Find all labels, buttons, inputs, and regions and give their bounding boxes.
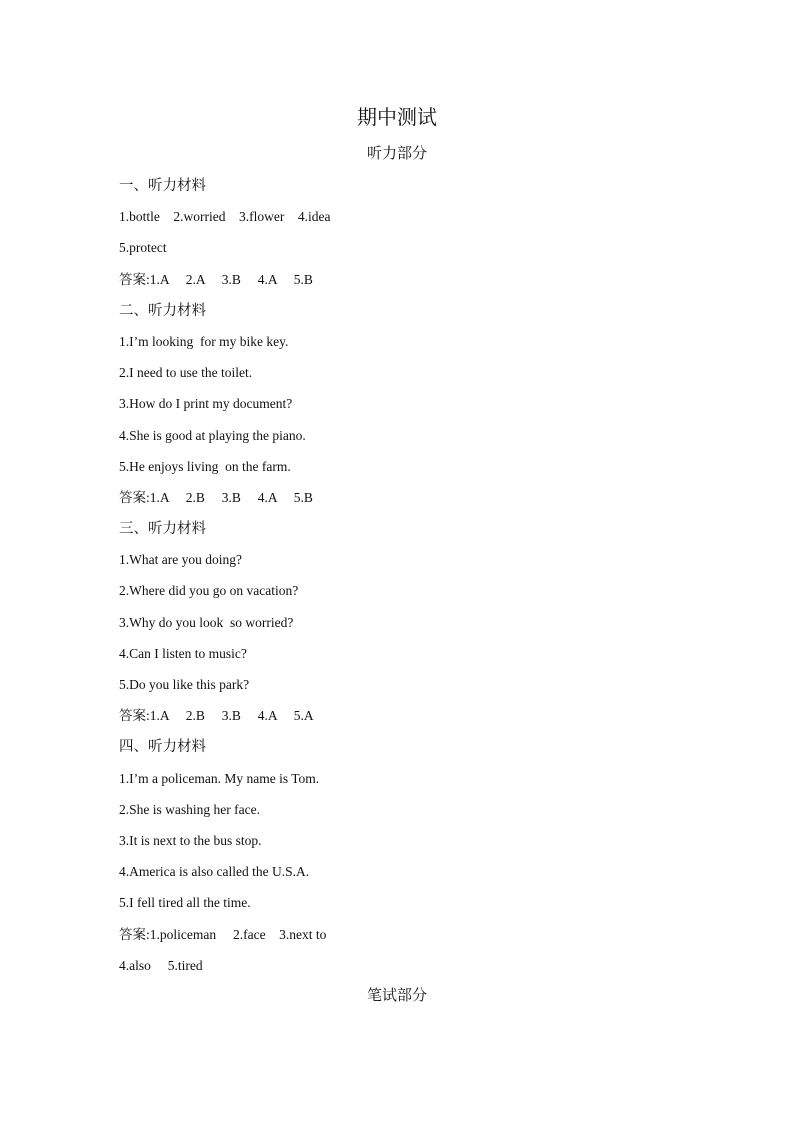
section-heading-3: 三、听力材料	[119, 521, 206, 538]
section-2-line: 5.He enjoys living on the farm.	[119, 458, 291, 474]
section-4-line: 2.She is washing her face.	[119, 801, 260, 817]
answer-line-4: 答案:1.policeman 2.face 3.next to	[119, 926, 327, 942]
section-4-line: 3.It is next to the bus stop.	[119, 832, 262, 848]
section-heading-1: 一、听力材料	[119, 178, 206, 194]
section-4-line: 1.I’m a policeman. My name is Tom.	[119, 770, 320, 786]
section-2-line: 2.I need to use the toilet.	[119, 365, 253, 381]
section-3-line: 2.Where did you go on vacation?	[119, 583, 299, 599]
section-4-line: 4.America is also called the U.S.A.	[119, 864, 310, 880]
section-3-line: 5.Do you like this park?	[119, 677, 250, 692]
section-heading-2: 二、听力材料	[119, 302, 206, 319]
section-1-line: 5.protect	[119, 240, 167, 256]
listening-part-heading: 听力部分	[366, 146, 427, 162]
section-2-line: 1.I’m looking for my bike key.	[119, 333, 289, 349]
section-2-line: 3.How do I print my document?	[119, 396, 293, 412]
answer-line-1: 答案:1.A 2.A 3.B 4.A 5.B	[119, 271, 313, 287]
answer-line-4-continued: 4.also 5.tired	[119, 957, 203, 973]
section-2-line: 4.She is good at playing the piano.	[119, 427, 306, 443]
section-heading-4: 四、听力材料	[119, 739, 206, 756]
written-part-heading: 笔试部分	[366, 988, 427, 1004]
content-lines	[119, 176, 679, 987]
answer-line-3: 答案:1.A 2.B 3.B 4.A 5.A	[119, 708, 314, 724]
section-3-line: 1.What are you doing?	[119, 552, 242, 568]
section-4-line: 5.I fell tired all the time.	[119, 895, 251, 911]
page-title: 期中测试	[357, 107, 437, 129]
section-3-line: 3.Why do you look so worried?	[119, 614, 294, 630]
section-1-line: 1.bottle 2.worried 3.flower 4.idea	[119, 209, 331, 225]
section-3-line: 4.Can I listen to music?	[119, 645, 247, 661]
answer-line-2: 答案:1.A 2.B 3.B 4.A 5.B	[119, 489, 313, 505]
